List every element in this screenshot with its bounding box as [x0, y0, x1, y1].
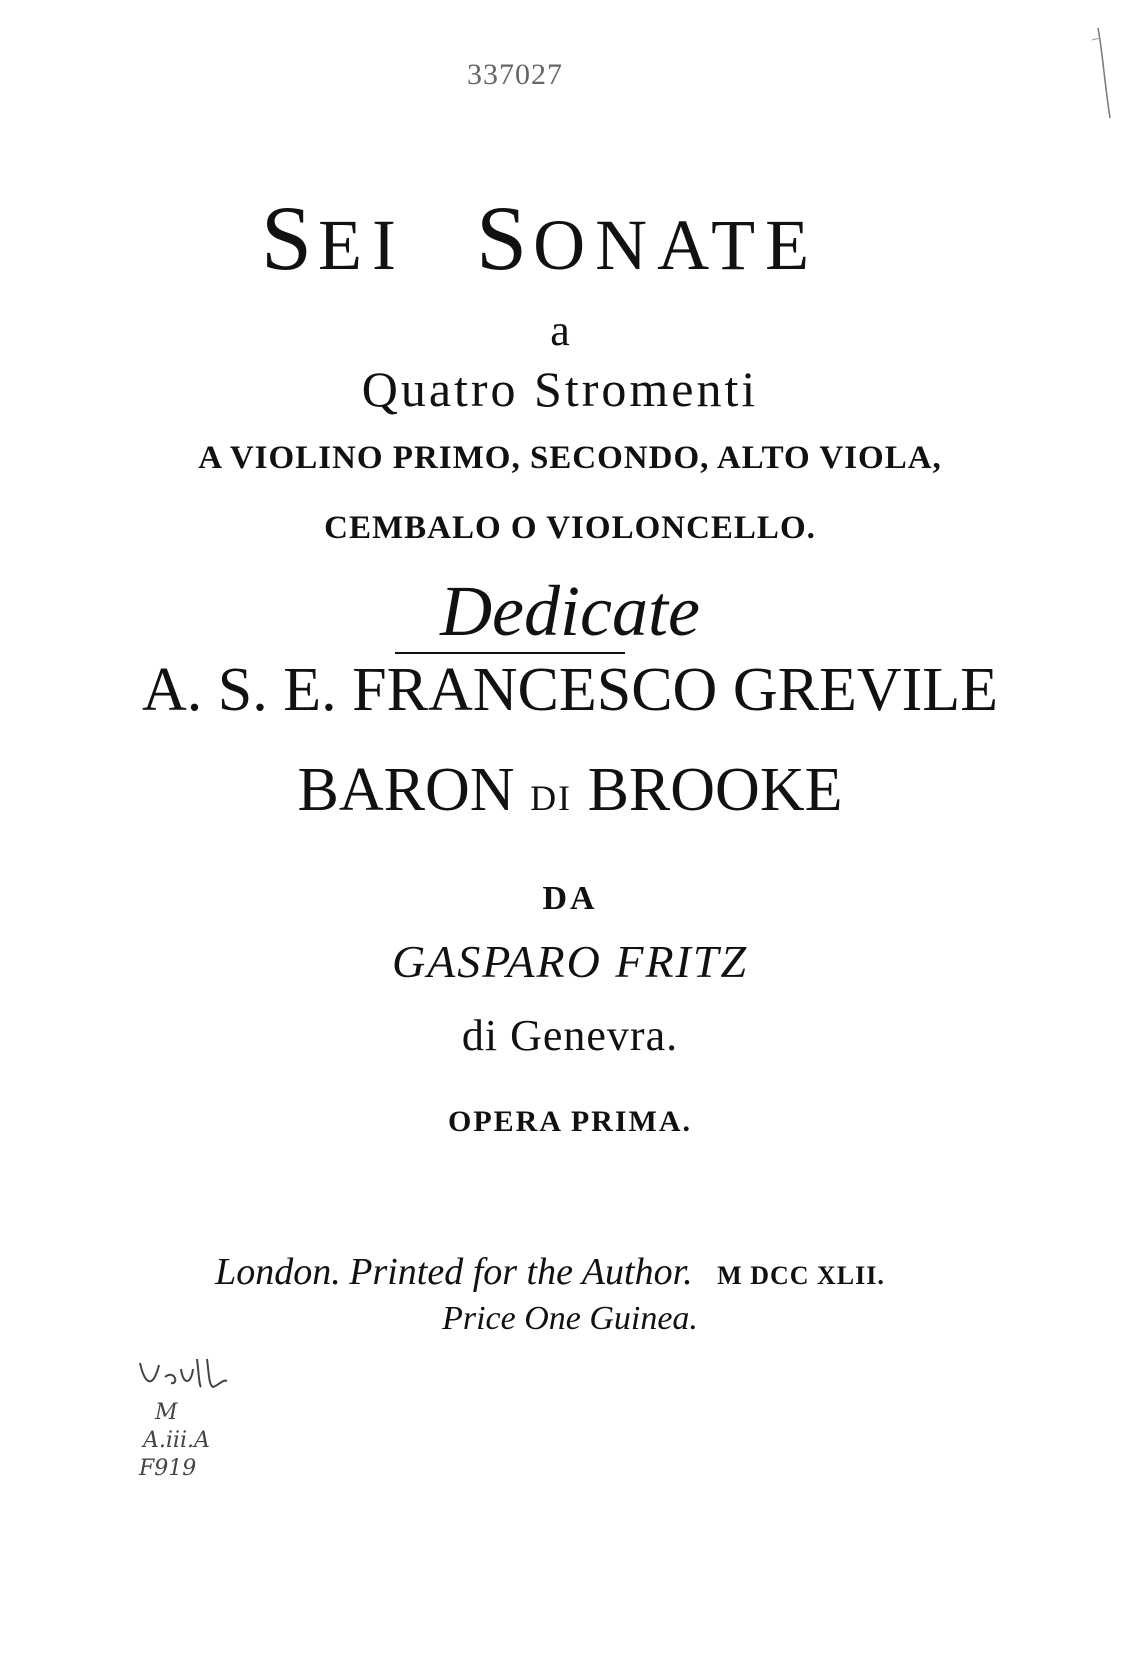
margin-pencil-mark	[1090, 18, 1120, 128]
dedicatee-line-2	[140, 755, 1000, 826]
shelfmark-line-2: A.iii.A	[143, 1428, 210, 1453]
composer-origin: di Genevra.	[461, 1011, 679, 1060]
subtitle-a: a	[550, 306, 570, 355]
handwritten-signature	[135, 1355, 275, 1395]
imprint-price: Price One Guinea.	[442, 1300, 698, 1337]
imprint-place: London.	[215, 1251, 341, 1293]
imprint-line	[160, 1250, 940, 1294]
library-shelfmark	[135, 1355, 275, 1495]
title-word1-initial: S	[260, 187, 319, 289]
main-title	[130, 185, 950, 291]
title-word1-rest: EI	[318, 205, 406, 285]
title-word2-initial: S	[476, 187, 534, 289]
shelfmark-line-1: M	[155, 1400, 178, 1425]
shelfmark-line-3: F919	[139, 1456, 197, 1481]
opus-number: OPERA PRIMA.	[448, 1105, 692, 1138]
imprint-year: M DCC XLII.	[717, 1261, 885, 1290]
dedication-word: Dedicate	[440, 571, 700, 651]
imprint-printed: Printed for the Author.	[349, 1251, 693, 1293]
dedication-flourish	[395, 652, 625, 654]
title-word2-rest: ONATE	[533, 205, 820, 285]
catalog-number: 337027	[467, 58, 563, 91]
dedicatee-brooke: BROOKE	[587, 756, 843, 824]
dedicatee-baron: BARON	[297, 756, 515, 824]
dedicatee-line-1: A. S. E. FRANCESCO GREVILE	[141, 656, 998, 724]
dedicatee-di: DI	[530, 778, 573, 818]
author-da: DA	[542, 880, 598, 917]
instruments-line-1: A VIOLINO PRIMO, SECONDO, ALTO VIOLA,	[198, 440, 942, 476]
subtitle-quatro-stromenti: Quatro Stromenti	[361, 361, 759, 417]
instruments-line-2: CEMBALO O VIOLONCELLO.	[324, 510, 816, 546]
composer-name: GASPARO FRITZ	[391, 936, 749, 987]
